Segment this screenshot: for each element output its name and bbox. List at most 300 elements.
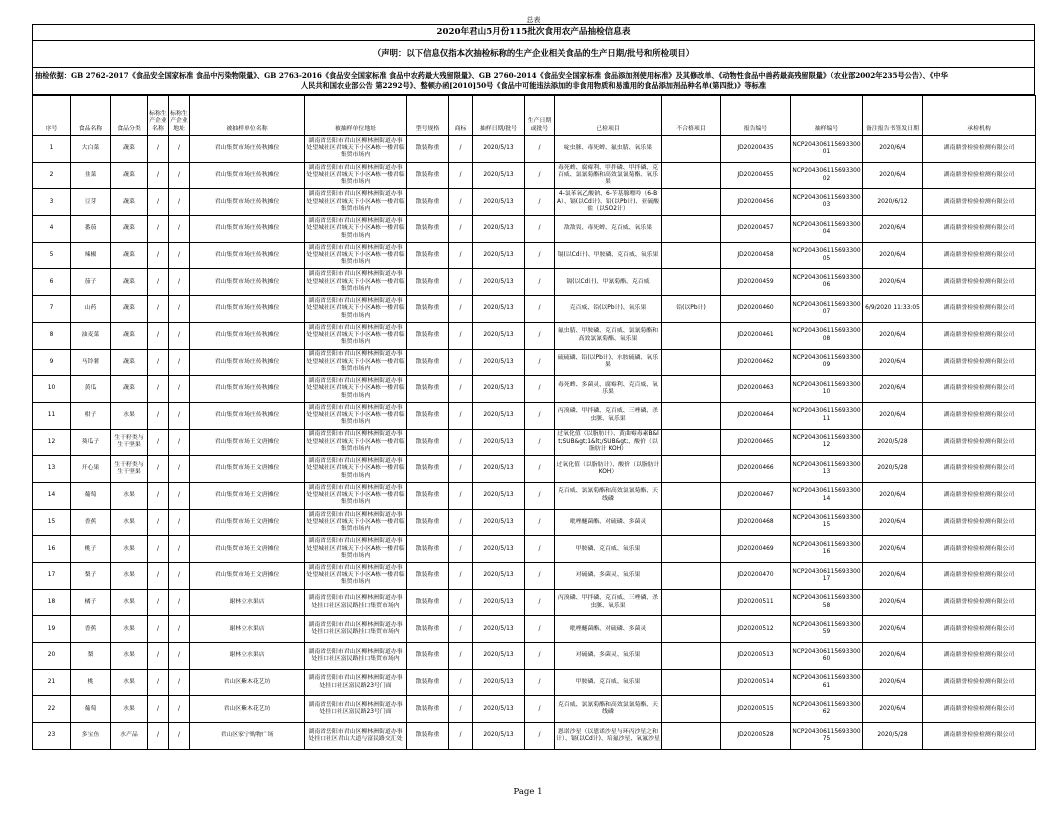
production-date: / <box>525 456 555 483</box>
issue-date: 2020/6/4 <box>863 322 923 349</box>
table-row <box>33 189 1036 216</box>
report-no: JD20200458 <box>721 242 791 269</box>
sample-no: NCP20430611569330014 <box>791 482 863 509</box>
manufacturer-address: / <box>169 269 190 296</box>
testing-lab: 湖南鼎誉检验检测有限公司 <box>923 482 1036 509</box>
sampled-address: 湖南省岳阳市君山区柳林洲街道办事处望城社区君城天下小区A栋一楼君临集贸市场内 <box>305 189 407 216</box>
col-header-manufacturer-address: 标称生产企业地址 <box>169 96 190 136</box>
manufacturer-address: / <box>169 482 190 509</box>
sampled-unit: 君山集贸市场庄传秋摊位 <box>190 349 305 376</box>
manufacturer: / <box>148 296 169 323</box>
sample-date: 2020/5/13 <box>473 616 525 643</box>
food-name: 辣椒 <box>71 242 111 269</box>
tested-items: 吡唑醚菌酯、对硫磷、多菌灵 <box>555 616 662 643</box>
col-header-no: 序号 <box>33 96 71 136</box>
sample-date: 2020/5/13 <box>473 296 525 323</box>
issue-date: 2020/6/4 <box>863 589 923 616</box>
spec: 散装称重 <box>407 189 449 216</box>
food-name: 橘子 <box>71 589 111 616</box>
food-name: 山药 <box>71 296 111 323</box>
row-number: 17 <box>33 563 71 590</box>
food-category: 生干籽类与生干坚果 <box>111 429 148 456</box>
table-row <box>33 162 1036 189</box>
brand: / <box>449 589 473 616</box>
sampled-unit: 君山集贸市场庄传秋摊位 <box>190 162 305 189</box>
sampled-unit: 君山集贸市场庄传秋摊位 <box>190 376 305 403</box>
table-row <box>33 402 1036 429</box>
manufacturer: / <box>148 429 169 456</box>
tested-items: 丙溴磷、甲拌磷、克百威、三唑磷、杀虫脒、氧乐果 <box>555 402 662 429</box>
sampled-unit: 君山集贸市场庄传秋摊位 <box>190 269 305 296</box>
food-category: 蔬菜 <box>111 269 148 296</box>
manufacturer: / <box>148 216 169 243</box>
testing-lab: 湖南鼎誉检验检测有限公司 <box>923 349 1036 376</box>
row-number: 7 <box>33 296 71 323</box>
tested-items: 过氧化值（以脂肪计）、黄曲霉毒素B&lt;SUB&gt;1&lt;/SUB&gt;、酸价（以脂肪计 KOH） <box>555 429 662 456</box>
testing-lab: 湖南鼎誉检验检测有限公司 <box>923 269 1036 296</box>
row-number: 6 <box>33 269 71 296</box>
testing-lab: 湖南鼎誉检验检测有限公司 <box>923 429 1036 456</box>
manufacturer: / <box>148 269 169 296</box>
report-no: JD20200456 <box>721 189 791 216</box>
production-date: / <box>525 509 555 536</box>
food-name: 黄瓜 <box>71 376 111 403</box>
sampled-unit: 君山集贸市场庄传秋摊位 <box>190 189 305 216</box>
manufacturer-address: / <box>169 216 190 243</box>
failed-items <box>662 322 721 349</box>
sample-no: NCP20430611569330012 <box>791 429 863 456</box>
spec: 散装称重 <box>407 216 449 243</box>
col-header-report-no: 报告编号 <box>721 96 791 136</box>
col-header-spec: 型号规格 <box>407 96 449 136</box>
sample-no: NCP20430611569330006 <box>791 269 863 296</box>
spec: 散装称重 <box>407 376 449 403</box>
sampled-unit: 君山区紫木花艺坊 <box>190 696 305 723</box>
row-number: 11 <box>33 402 71 429</box>
sample-no: NCP20430611569330007 <box>791 296 863 323</box>
sampled-address: 湖南省岳阳市君山区柳林洲街道办事处挂口社区君山大道与富民路交汇处 <box>305 723 407 750</box>
brand: / <box>449 269 473 296</box>
testing-lab: 湖南鼎誉检验检测有限公司 <box>923 563 1036 590</box>
report-no: JD20200464 <box>721 402 791 429</box>
failed-items <box>662 669 721 696</box>
brand: / <box>449 429 473 456</box>
sampled-address: 湖南省岳阳市君山区柳林洲街道办事处望城社区君城天下小区A栋一楼君临集贸市场内 <box>305 322 407 349</box>
sampled-unit: 谢林立水果店 <box>190 589 305 616</box>
brand: / <box>449 136 473 163</box>
sample-date: 2020/5/13 <box>473 242 525 269</box>
failed-items <box>662 482 721 509</box>
report-no: JD20200469 <box>721 536 791 563</box>
spec: 散装称重 <box>407 643 449 670</box>
report-no: JD20200465 <box>721 429 791 456</box>
manufacturer-address: / <box>169 456 190 483</box>
brand: / <box>449 322 473 349</box>
row-number: 23 <box>33 723 71 750</box>
failed-items <box>662 136 721 163</box>
tested-items: 硫硫磷、铅(以Pb计)、水胺硫磷、氧乐果 <box>555 349 662 376</box>
sample-date: 2020/5/13 <box>473 723 525 750</box>
sampled-unit: 君山集贸市场王文唐摊位 <box>190 509 305 536</box>
sheet-tab-label: 总表 <box>526 16 541 24</box>
failed-items <box>662 536 721 563</box>
failed-items <box>662 589 721 616</box>
sampled-address: 湖南省岳阳市君山区柳林洲街道办事处望城社区君城天下小区A栋一楼君临集贸市场内 <box>305 349 407 376</box>
manufacturer-address: / <box>169 509 190 536</box>
table-row <box>33 216 1036 243</box>
manufacturer: / <box>148 696 169 723</box>
tested-items: 敌敌畏、毒死蜱、克百威、氧乐果 <box>555 216 662 243</box>
col-header-sample-date: 抽样日期/批号 <box>473 96 525 136</box>
col-header-sampled-address: 被抽样单位地址 <box>305 96 407 136</box>
sample-no: NCP20430611569330008 <box>791 322 863 349</box>
col-header-category: 食品分类 <box>111 96 148 136</box>
issue-date: 2020/6/4 <box>863 136 923 163</box>
food-name: 葵瓜子 <box>71 429 111 456</box>
report-no: JD20200466 <box>721 456 791 483</box>
testing-lab: 湖南鼎誉检验检测有限公司 <box>923 616 1036 643</box>
manufacturer: / <box>148 456 169 483</box>
col-header-failed-items: 不合格项目 <box>662 96 721 136</box>
manufacturer-address: / <box>169 643 190 670</box>
spec: 散装称重 <box>407 509 449 536</box>
food-category: 水果 <box>111 509 148 536</box>
spec: 散装称重 <box>407 456 449 483</box>
tested-items: 克百威、铅(以Pb计)、氧乐果 <box>555 296 662 323</box>
col-header-brand: 商标 <box>449 96 473 136</box>
food-name: 油麦菜 <box>71 322 111 349</box>
table-row <box>33 536 1036 563</box>
report-no: JD20200513 <box>721 643 791 670</box>
failed-items <box>662 696 721 723</box>
sample-no: NCP20430611569330009 <box>791 349 863 376</box>
manufacturer: / <box>148 589 169 616</box>
sampled-unit: 君山集贸市场庄传秋摊位 <box>190 216 305 243</box>
manufacturer-address: / <box>169 402 190 429</box>
manufacturer: / <box>148 563 169 590</box>
issue-date: 2020/6/4 <box>863 349 923 376</box>
row-number: 4 <box>33 216 71 243</box>
sampled-address: 湖南省岳阳市君山区柳林洲街道办事处望城社区君城天下小区A栋一楼君临集贸市场内 <box>305 429 407 456</box>
testing-lab: 湖南鼎誉检验检测有限公司 <box>923 723 1036 750</box>
report-no: JD20200468 <box>721 509 791 536</box>
brand: / <box>449 349 473 376</box>
manufacturer-address: / <box>169 322 190 349</box>
sample-date: 2020/5/13 <box>473 269 525 296</box>
sampled-unit: 君山集贸市场庄传秋摊位 <box>190 296 305 323</box>
sample-no: NCP20430611569330062 <box>791 696 863 723</box>
issue-date: 2020/5/28 <box>863 429 923 456</box>
brand: / <box>449 669 473 696</box>
table-row <box>33 296 1036 323</box>
brand: / <box>449 563 473 590</box>
issue-date: 2020/6/4 <box>863 269 923 296</box>
table-row <box>33 616 1036 643</box>
manufacturer: / <box>148 162 169 189</box>
manufacturer: / <box>148 536 169 563</box>
brand: / <box>449 162 473 189</box>
production-date: / <box>525 162 555 189</box>
spec: 散装称重 <box>407 616 449 643</box>
sampled-unit: 谢林立水果店 <box>190 643 305 670</box>
food-name: 香蕉 <box>71 509 111 536</box>
table-row <box>33 589 1036 616</box>
sampled-unit: 君山集贸市场王文唐摊位 <box>190 456 305 483</box>
sample-no: NCP20430611569330058 <box>791 589 863 616</box>
report-no: JD20200511 <box>721 589 791 616</box>
failed-items <box>662 723 721 750</box>
food-name: 开心果 <box>71 456 111 483</box>
food-name: 茄子 <box>71 269 111 296</box>
sampled-address: 湖南省岳阳市君山区柳林洲街道办事处望城社区君城天下小区A栋一楼君临集贸市场内 <box>305 296 407 323</box>
failed-items <box>662 509 721 536</box>
inspection-basis <box>32 68 1035 95</box>
production-date: / <box>525 696 555 723</box>
spec: 散装称重 <box>407 589 449 616</box>
col-header-manufacturer: 标称生产企业名称 <box>148 96 169 136</box>
manufacturer: / <box>148 242 169 269</box>
tested-items: 吡唑醚菌酯、对硫磷、多菌灵 <box>555 509 662 536</box>
failed-items <box>662 563 721 590</box>
food-category: 水果 <box>111 482 148 509</box>
sampled-address: 湖南省岳阳市君山区柳林洲街道办事处望城社区君城天下小区A栋一楼君临集贸市场内 <box>305 563 407 590</box>
table-row <box>33 696 1036 723</box>
spec: 散装称重 <box>407 696 449 723</box>
issue-date: 2020/5/28 <box>863 723 923 750</box>
manufacturer-address: / <box>169 189 190 216</box>
spec: 散装称重 <box>407 563 449 590</box>
production-date: / <box>525 589 555 616</box>
failed-items <box>662 456 721 483</box>
failed-items <box>662 616 721 643</box>
production-date: / <box>525 136 555 163</box>
manufacturer: / <box>148 509 169 536</box>
sample-no: NCP20430611569330004 <box>791 216 863 243</box>
sample-date: 2020/5/13 <box>473 429 525 456</box>
manufacturer: / <box>148 616 169 643</box>
sampled-unit: 君山集贸市场庄传秋摊位 <box>190 242 305 269</box>
spec: 散装称重 <box>407 162 449 189</box>
brand: / <box>449 189 473 216</box>
sample-date: 2020/5/13 <box>473 402 525 429</box>
food-name: 马铃薯 <box>71 349 111 376</box>
issue-date: 2020/6/4 <box>863 563 923 590</box>
food-name: 豆芽 <box>71 189 111 216</box>
failed-items <box>662 269 721 296</box>
manufacturer-address: / <box>169 349 190 376</box>
testing-lab: 湖南鼎誉检验检测有限公司 <box>923 242 1036 269</box>
manufacturer-address: / <box>169 563 190 590</box>
spec: 散装称重 <box>407 536 449 563</box>
food-category: 水果 <box>111 696 148 723</box>
table-row <box>33 242 1036 269</box>
col-header-issue-date: 备注报告书签发日期 <box>863 96 923 136</box>
sampled-address: 湖南省岳阳市君山区柳林洲街道办事处望城社区君城天下小区A栋一楼君临集贸市场内 <box>305 162 407 189</box>
sample-date: 2020/5/13 <box>473 162 525 189</box>
production-date: / <box>525 296 555 323</box>
sample-no: NCP20430611569330017 <box>791 563 863 590</box>
issue-date: 2020/6/4 <box>863 402 923 429</box>
report-no: JD20200467 <box>721 482 791 509</box>
sampled-address: 湖南省岳阳市君山区柳林洲街道办事处挂口社区富民路挂口集贸市场内 <box>305 616 407 643</box>
row-number: 15 <box>33 509 71 536</box>
spec: 散装称重 <box>407 242 449 269</box>
production-date: / <box>525 216 555 243</box>
sampled-address: 湖南省岳阳市君山区柳林洲街道办事处挂口社区富民路23号门面 <box>305 696 407 723</box>
failed-items: 铅(以Pb计) <box>662 296 721 323</box>
food-category: 水果 <box>111 616 148 643</box>
table-row <box>33 643 1036 670</box>
row-number: 14 <box>33 482 71 509</box>
col-header-tested-items: 已检项目 <box>555 96 662 136</box>
manufacturer-address: / <box>169 723 190 750</box>
testing-lab: 湖南鼎誉检验检测有限公司 <box>923 322 1036 349</box>
spec: 散装称重 <box>407 296 449 323</box>
table-row <box>33 269 1036 296</box>
brand: / <box>449 216 473 243</box>
row-number: 22 <box>33 696 71 723</box>
tested-items: 丙溴磷、甲拌磷、克百威、三唑磷、杀虫脒、氧乐果 <box>555 589 662 616</box>
row-number: 13 <box>33 456 71 483</box>
tested-items: 镉(以Cd计)、甲氰菊酯、克百威 <box>555 269 662 296</box>
table-row <box>33 563 1036 590</box>
food-name: 香蕉 <box>71 616 111 643</box>
food-category: 水果 <box>111 563 148 590</box>
tested-items: 过氧化值（以脂肪计）、酸价（以脂肪计 KOH） <box>555 456 662 483</box>
inspection-basis-line-1: 抽检依据：GB 2762-2017《食品安全国家标准 食品中污染物限量》、GB 2763-2016《食品安全国家标准 食品中农药最大残留限量》、GB 2760-2014《食品安全国家标准 食品添加剂使用标准》及其修改单、《动物性食品中兽药最高残留限量》（农业部2002年235号公告）、《中华 <box>35 71 948 80</box>
report-no: JD20200462 <box>721 349 791 376</box>
sampled-address: 湖南省岳阳市君山区柳林洲街道办事处望城社区君城天下小区A栋一楼君临集贸市场内 <box>305 216 407 243</box>
production-date: / <box>525 536 555 563</box>
food-category: 蔬菜 <box>111 376 148 403</box>
sampled-address: 湖南省岳阳市君山区柳林洲街道办事处挂口社区富民路挂口集贸市场内 <box>305 643 407 670</box>
testing-lab: 湖南鼎誉检验检测有限公司 <box>923 456 1036 483</box>
sampled-address: 湖南省岳阳市君山区柳林洲街道办事处望城社区君城天下小区A栋一楼君临集贸市场内 <box>305 242 407 269</box>
sample-no: NCP20430611569330013 <box>791 456 863 483</box>
tested-items: 克百威、氯氰菊酯和高效氯氰菊酯、天线磷 <box>555 482 662 509</box>
manufacturer-address: / <box>169 136 190 163</box>
manufacturer-address: / <box>169 669 190 696</box>
manufacturer-address: / <box>169 162 190 189</box>
table-row <box>33 509 1036 536</box>
brand: / <box>449 536 473 563</box>
table-header-row <box>33 96 1036 136</box>
manufacturer: / <box>148 482 169 509</box>
production-date: / <box>525 429 555 456</box>
manufacturer: / <box>148 723 169 750</box>
production-date: / <box>525 616 555 643</box>
table-row <box>33 456 1036 483</box>
food-category: 水果 <box>111 536 148 563</box>
spec: 散装称重 <box>407 322 449 349</box>
col-header-sample-no: 抽样编号 <box>791 96 863 136</box>
sample-no: NCP20430611569330003 <box>791 189 863 216</box>
sample-no: NCP20430611569330011 <box>791 402 863 429</box>
row-number: 12 <box>33 429 71 456</box>
sample-date: 2020/5/13 <box>473 563 525 590</box>
food-name: 梨子 <box>71 563 111 590</box>
manufacturer-address: / <box>169 242 190 269</box>
sample-no: NCP20430611569330075 <box>791 723 863 750</box>
production-date: / <box>525 563 555 590</box>
sampled-unit: 君山集贸市场王文唐摊位 <box>190 563 305 590</box>
issue-date: 2020/6/4 <box>863 242 923 269</box>
report-no: JD20200459 <box>721 269 791 296</box>
sample-date: 2020/5/13 <box>473 589 525 616</box>
sampled-unit: 君山集贸市场庄传秋摊位 <box>190 136 305 163</box>
brand: / <box>449 509 473 536</box>
failed-items <box>662 349 721 376</box>
sample-date: 2020/5/13 <box>473 696 525 723</box>
spec: 散装称重 <box>407 723 449 750</box>
manufacturer: / <box>148 402 169 429</box>
manufacturer-address: / <box>169 616 190 643</box>
food-name: 桃 <box>71 669 111 696</box>
testing-lab: 湖南鼎誉检验检测有限公司 <box>923 536 1036 563</box>
food-category: 水产品 <box>111 723 148 750</box>
failed-items <box>662 189 721 216</box>
sampled-unit: 君山集贸市场王文唐摊位 <box>190 429 305 456</box>
production-date: / <box>525 189 555 216</box>
manufacturer: / <box>148 376 169 403</box>
report-no: JD20200512 <box>721 616 791 643</box>
declaration: （声明：以下信息仅指本次抽检标称的生产企业相关食品的生产日期/批号和所检项目） <box>32 41 1035 68</box>
sample-no: NCP20430611569330002 <box>791 162 863 189</box>
spec: 散装称重 <box>407 269 449 296</box>
production-date: / <box>525 402 555 429</box>
inspection-basis-line-2: 人民共和国农业部公告 第2292号》、整顿办函[2010]50号《食品中可能违法添加的非食用物质和易滥用的食品添加剂品种名单(第四批)》等标准 <box>300 81 767 90</box>
report-no: JD20200514 <box>721 669 791 696</box>
sampled-address: 湖南省岳阳市君山区柳林洲街道办事处望城社区君城天下小区A栋一楼君临集贸市场内 <box>305 482 407 509</box>
testing-lab: 湖南鼎誉检验检测有限公司 <box>923 509 1036 536</box>
sampled-address: 湖南省岳阳市君山区柳林洲街道办事处望城社区君城天下小区A栋一楼君临集贸市场内 <box>305 456 407 483</box>
manufacturer-address: / <box>169 536 190 563</box>
sample-date: 2020/5/13 <box>473 136 525 163</box>
manufacturer-address: / <box>169 429 190 456</box>
row-number: 20 <box>33 643 71 670</box>
report-no: JD20200461 <box>721 322 791 349</box>
issue-date: 2020/6/4 <box>863 536 923 563</box>
issue-date: 2020/6/4 <box>863 376 923 403</box>
food-category: 水果 <box>111 402 148 429</box>
tested-items: 甲胺磷、克百威、氧乐果 <box>555 669 662 696</box>
sampled-unit: 君山区紫木花艺坊 <box>190 669 305 696</box>
table-row <box>33 136 1036 163</box>
manufacturer: / <box>148 136 169 163</box>
manufacturer: / <box>148 322 169 349</box>
sample-date: 2020/5/13 <box>473 349 525 376</box>
report-no: JD20200457 <box>721 216 791 243</box>
sampled-unit: 君山集贸市场王文唐摊位 <box>190 536 305 563</box>
col-header-sampled-unit: 被抽样单位名称 <box>190 96 305 136</box>
report-no: JD20200455 <box>721 162 791 189</box>
sample-no: NCP20430611569330001 <box>791 136 863 163</box>
table-row <box>33 482 1036 509</box>
sampled-address: 湖南省岳阳市君山区柳林洲街道办事处望城社区君城天下小区A栋一楼君临集贸市场内 <box>305 402 407 429</box>
row-number: 19 <box>33 616 71 643</box>
sample-no: NCP20430611569330016 <box>791 536 863 563</box>
sampled-unit: 谢林立水果店 <box>190 616 305 643</box>
testing-lab: 湖南鼎誉检验检测有限公司 <box>923 296 1036 323</box>
tested-items: 氟虫腈、甲胺磷、克百威、氯氰菊酯和高效氯氰菊酯、氧乐果 <box>555 322 662 349</box>
testing-lab: 湖南鼎誉检验检测有限公司 <box>923 376 1036 403</box>
row-number: 16 <box>33 536 71 563</box>
testing-lab: 湖南鼎誉检验检测有限公司 <box>923 136 1036 163</box>
food-category: 水果 <box>111 643 148 670</box>
sampled-address: 湖南省岳阳市君山区柳林洲街道办事处望城社区君城天下小区A栋一楼君临集贸市场内 <box>305 536 407 563</box>
manufacturer: / <box>148 349 169 376</box>
sampled-address: 湖南省岳阳市君山区柳林洲街道办事处望城社区君城天下小区A栋一楼君临集贸市场内 <box>305 136 407 163</box>
